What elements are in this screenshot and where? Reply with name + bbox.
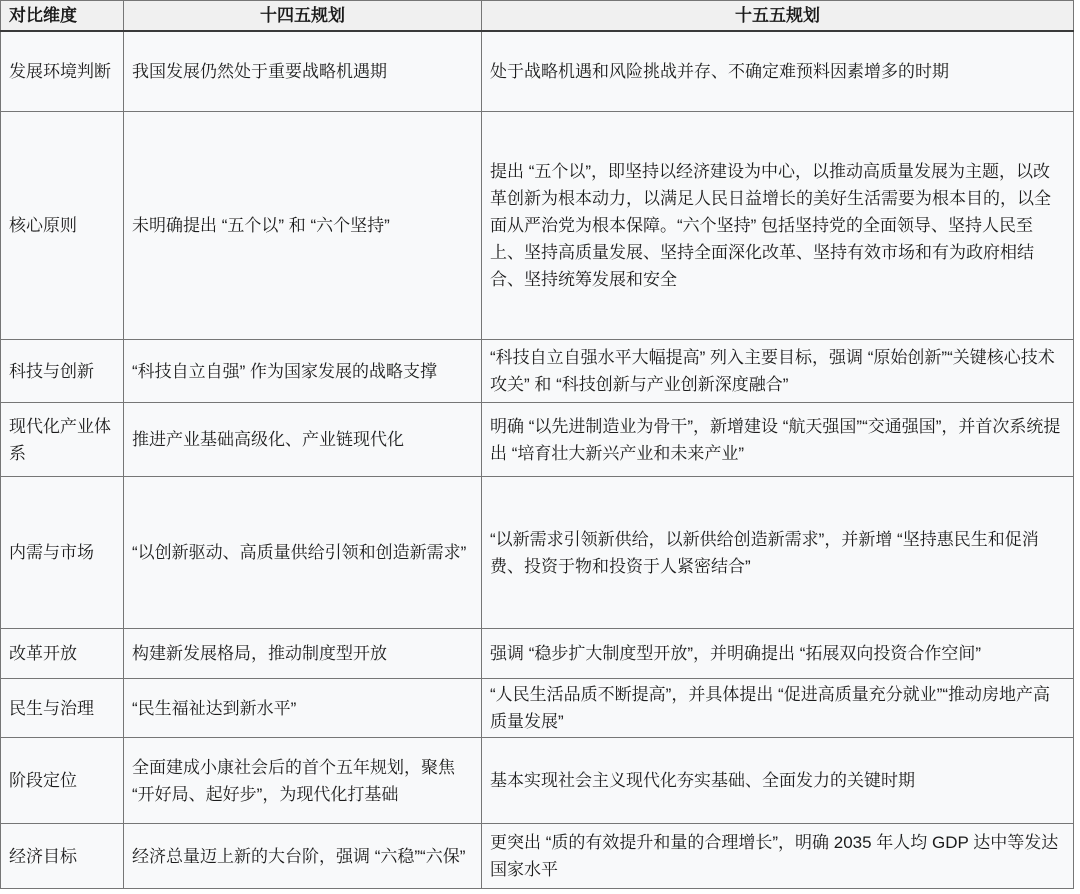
header-cell-plan14: 十四五规划	[124, 1, 482, 31]
cell-plan15: “科技自立自强水平大幅提高” 列入主要目标，强调 “原始创新”“关键核心技术攻关” 和 “科技创新与产业创新深度融合”	[482, 340, 1074, 403]
row-label: 现代化产业体系	[1, 403, 124, 477]
cell-plan14: “民生福祉达到新水平”	[124, 679, 482, 738]
cell-plan14: “以创新驱动、高质量供给引领和创造新需求”	[124, 477, 482, 629]
cell-plan14: 全面建成小康社会后的首个五年规划，聚焦 “开好局、起好步”，为现代化打基础	[124, 738, 482, 824]
table-row	[1, 340, 1074, 403]
table-row	[1, 31, 1074, 112]
row-label: 经济目标	[1, 824, 124, 889]
cell-plan14: 构建新发展格局，推动制度型开放	[124, 629, 482, 679]
header-cell-plan15: 十五五规划	[482, 1, 1074, 31]
table-row	[1, 679, 1074, 738]
table-row	[1, 629, 1074, 679]
row-label: 民生与治理	[1, 679, 124, 738]
table-row	[1, 112, 1074, 340]
table-row	[1, 824, 1074, 889]
cell-plan15: 处于战略机遇和风险挑战并存、不确定难预料因素增多的时期	[482, 31, 1074, 112]
cell-plan15: 提出 “五个以”，即坚持以经济建设为中心，以推动高质量发展为主题，以改革创新为根本动力，以满足人民日益增长的美好生活需要为根本目的，以全面从严治党为根本保障。“六个坚持” 包括坚持党的全面领导、坚持人民至上、坚持高质量发展、坚持全面深化改革、坚持有效市场和有为政府相结合、坚持统筹发展和安全	[482, 112, 1074, 340]
row-label: 内需与市场	[1, 477, 124, 629]
cell-plan15: “人民生活品质不断提高”，并具体提出 “促进高质量充分就业”“推动房地产高质量发展”	[482, 679, 1074, 738]
cell-plan15: 明确 “以先进制造业为骨干”，新增建设 “航天强国”“交通强国”，并首次系统提出 “培育壮大新兴产业和未来产业”	[482, 403, 1074, 477]
cell-plan14: 推进产业基础高级化、产业链现代化	[124, 403, 482, 477]
cell-plan14: 经济总量迈上新的大台阶，强调 “六稳”“六保”	[124, 824, 482, 889]
cell-plan14: “科技自立自强” 作为国家发展的战略支撑	[124, 340, 482, 403]
cell-plan15: 基本实现社会主义现代化夯实基础、全面发力的关键时期	[482, 738, 1074, 824]
row-label: 改革开放	[1, 629, 124, 679]
cell-plan14: 我国发展仍然处于重要战略机遇期	[124, 31, 482, 112]
table-row	[1, 477, 1074, 629]
row-label: 核心原则	[1, 112, 124, 340]
table-row	[1, 738, 1074, 824]
header-cell-dimension: 对比维度	[1, 1, 124, 31]
cell-plan15: 更突出 “质的有效提升和量的合理增长”，明确 2035 年人均 GDP 达中等发达国家水平	[482, 824, 1074, 889]
table-row	[1, 403, 1074, 477]
header-row	[1, 1, 1074, 31]
cell-plan15: “以新需求引领新供给，以新供给创造新需求”，并新增 “坚持惠民生和促消费、投资于物和投资于人紧密结合”	[482, 477, 1074, 629]
cell-plan14: 未明确提出 “五个以” 和 “六个坚持”	[124, 112, 482, 340]
row-label: 科技与创新	[1, 340, 124, 403]
cell-plan15: 强调 “稳步扩大制度型开放”，并明确提出 “拓展双向投资合作空间”	[482, 629, 1074, 679]
row-label: 发展环境判断	[1, 31, 124, 112]
row-label: 阶段定位	[1, 738, 124, 824]
